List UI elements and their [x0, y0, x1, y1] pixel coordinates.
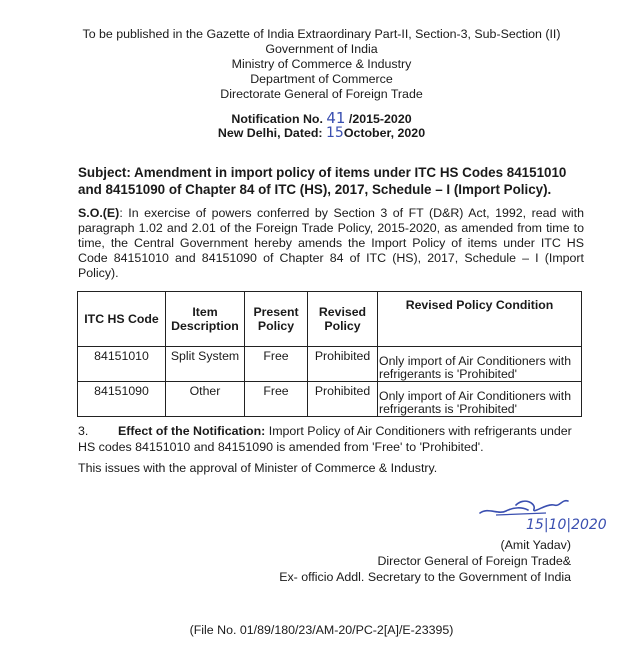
cell-itc-hs-code: 84151090 [78, 382, 166, 417]
effect-text: Import Policy of Air Conditioners with refrigerants under HS codes 84151010 and 84151090 is amended from 'Free' to 'Prohibited'. [78, 424, 572, 454]
handwritten-date: 15|10|2020 [526, 517, 607, 533]
col-header-revised-policy: Revised Policy [308, 292, 378, 347]
cell-revised-policy-condition: Only import of Air Conditioners with refrigerants is 'Prohibited' [378, 382, 582, 417]
cell-present-policy: Free [245, 347, 308, 382]
handwritten-signature [476, 493, 606, 543]
so-paragraph [78, 206, 584, 281]
cell-revised-policy-condition: Only import of Air Conditioners with refrigerants is 'Prohibited' [378, 347, 582, 382]
table-row [78, 347, 582, 382]
subject: Subject: Amendment in import policy of items under ITC HS Codes 84151010 and 84151090 of Chapter 84 of ITC (HS), 2017, Schedule – I (Import Policy). [78, 165, 567, 197]
file-number: (File No. 01/89/180/23/AM-20/PC-2[A]/E-23395) [189, 623, 454, 637]
month-year: October, 2020 [343, 126, 426, 140]
policy-table [77, 291, 582, 417]
cell-revised-policy: Prohibited [308, 347, 378, 382]
cell-present-policy: Free [245, 382, 308, 417]
col-header-revised-policy-condition: Revised Policy Condition [378, 292, 582, 347]
paragraph-number: 3. [78, 424, 89, 438]
ministry-line: Ministry of Commerce & Industry [231, 57, 412, 71]
signatory-title-1: Director General of Foreign Trade& [377, 554, 571, 568]
handwritten-notification-number: 41 [326, 109, 346, 127]
cell-itc-hs-code: 84151010 [78, 347, 166, 382]
table-row [78, 382, 582, 417]
table-header-row [78, 292, 582, 347]
cell-item-description: Other [166, 382, 245, 417]
department-line: Department of Commerce [250, 72, 393, 86]
cell-revised-policy: Prohibited [308, 382, 378, 417]
gazette-line: To be published in the Gazette of India Extraordinary Part-II, Section-3, Sub-Section (II) [82, 27, 561, 41]
directorate-line: Directorate General of Foreign Trade [220, 87, 423, 101]
notification-date [0, 126, 643, 142]
signatory-name: (Amit Yadav) [500, 538, 571, 552]
col-header-present-policy: Present Policy [245, 292, 308, 347]
place-prefix: New Delhi, Dated: [217, 126, 326, 140]
signature-block [279, 537, 571, 585]
approval-line: This issues with the approval of Minister of Commerce & Industry. [78, 461, 438, 475]
so-text: : In exercise of powers conferred by Section 3 of FT (D&R) Act, 1992, read with paragraph 1.02 and 2.01 of the Foreign Trade Policy, 2015-2020, as amended from time to time, the Central Government hereby amends the Import Policy of items under ITC HS Code 84151010 and 84151090 of Chapter 84 of ITC (HS), 2017, Schedule – I (Import Policy). [78, 206, 584, 280]
col-header-item-description: Item Description [166, 292, 245, 347]
cell-item-description: Split System [166, 347, 245, 382]
notification-prefix: Notification No. [231, 112, 327, 126]
so-label: S.O.(E) [78, 206, 120, 220]
col-header-itc-hs-code: ITC HS Code [78, 292, 166, 347]
government-line: Government of India [265, 42, 378, 56]
signatory-title-2: Ex- officio Addl. Secretary to the Government of India [279, 570, 571, 584]
effect-label: Effect of the Notification: [118, 424, 266, 438]
handwritten-day: 15 [325, 125, 344, 141]
effect-paragraph [78, 424, 582, 455]
notification-suffix: /2015-2020 [345, 112, 412, 126]
